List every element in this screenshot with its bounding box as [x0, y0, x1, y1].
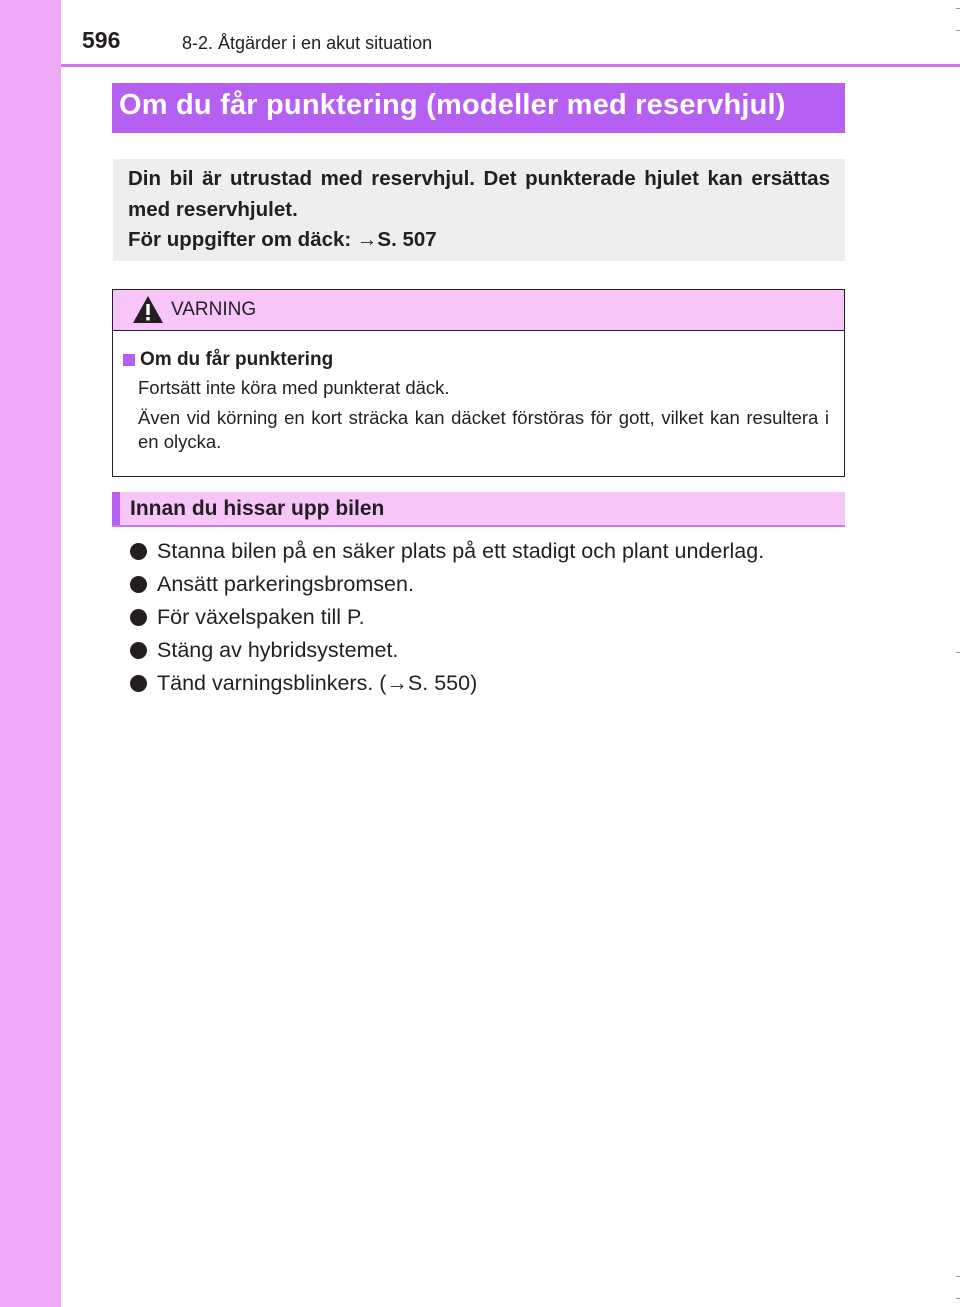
- list-item: [130, 634, 764, 667]
- subsection-title: Innan du hissar upp bilen: [130, 497, 385, 520]
- list-item-text: För växelspaken till P.: [157, 605, 365, 629]
- warning-text: [138, 376, 829, 454]
- warning-body: [113, 331, 844, 454]
- square-bullet-icon: [123, 354, 135, 366]
- warning-box: [112, 289, 845, 477]
- crop-mark: [956, 1276, 960, 1277]
- warning-title-text: Om du får punktering: [140, 349, 334, 370]
- crop-mark: [956, 30, 960, 31]
- intro-box: [113, 159, 845, 261]
- list-item-text: Stäng av hybridsystemet.: [157, 638, 399, 662]
- subsection-header: [112, 492, 845, 527]
- crop-mark: [956, 652, 960, 653]
- list-item: [130, 535, 764, 568]
- warning-paragraph: Även vid körning en kort sträcka kan däcket förstöras för gott, vilket kan resultera i en olycka.: [138, 407, 829, 452]
- warning-title: [121, 348, 829, 372]
- section-title: Om du får punktering (modeller med reservhjul): [119, 89, 786, 121]
- crop-mark: [956, 8, 960, 9]
- bullet-dot-icon: [130, 642, 147, 659]
- chapter-title: 8-2. Åtgärder i en akut situation: [182, 33, 433, 53]
- bullet-dot-icon: [130, 675, 147, 692]
- chapter-side-tab: [0, 0, 61, 1307]
- crop-mark: [956, 1298, 960, 1299]
- list-item: [130, 601, 764, 634]
- warning-triangle-icon: [132, 295, 164, 324]
- list-item: [130, 568, 764, 601]
- list-item-text: Ansätt parkeringsbromsen.: [157, 572, 414, 596]
- intro-tire-reference: För uppgifter om däck: →S. 507: [128, 228, 437, 251]
- warning-label: VARNING: [171, 299, 257, 320]
- section-title-bar: [112, 83, 845, 133]
- preparation-steps-list: [130, 535, 764, 700]
- list-item: [130, 667, 764, 700]
- intro-text: Din bil är utrustad med reservhjul. Det punkterade hjulet kan ersättas med reservhjulet.: [128, 167, 830, 221]
- bullet-dot-icon: [130, 543, 147, 560]
- page-number: 596: [82, 27, 121, 53]
- header-rule: [61, 64, 960, 67]
- warning-header: [113, 290, 844, 331]
- list-item-text: Stanna bilen på en säker plats på ett stadigt och plant underlag.: [157, 539, 765, 563]
- subsection-accent-bar: [112, 492, 120, 525]
- bullet-dot-icon: [130, 576, 147, 593]
- list-item-text: Tänd varningsblinkers. (→S. 550): [157, 671, 478, 695]
- warning-paragraph: Fortsätt inte köra med punkterat däck.: [138, 377, 450, 398]
- bullet-dot-icon: [130, 609, 147, 626]
